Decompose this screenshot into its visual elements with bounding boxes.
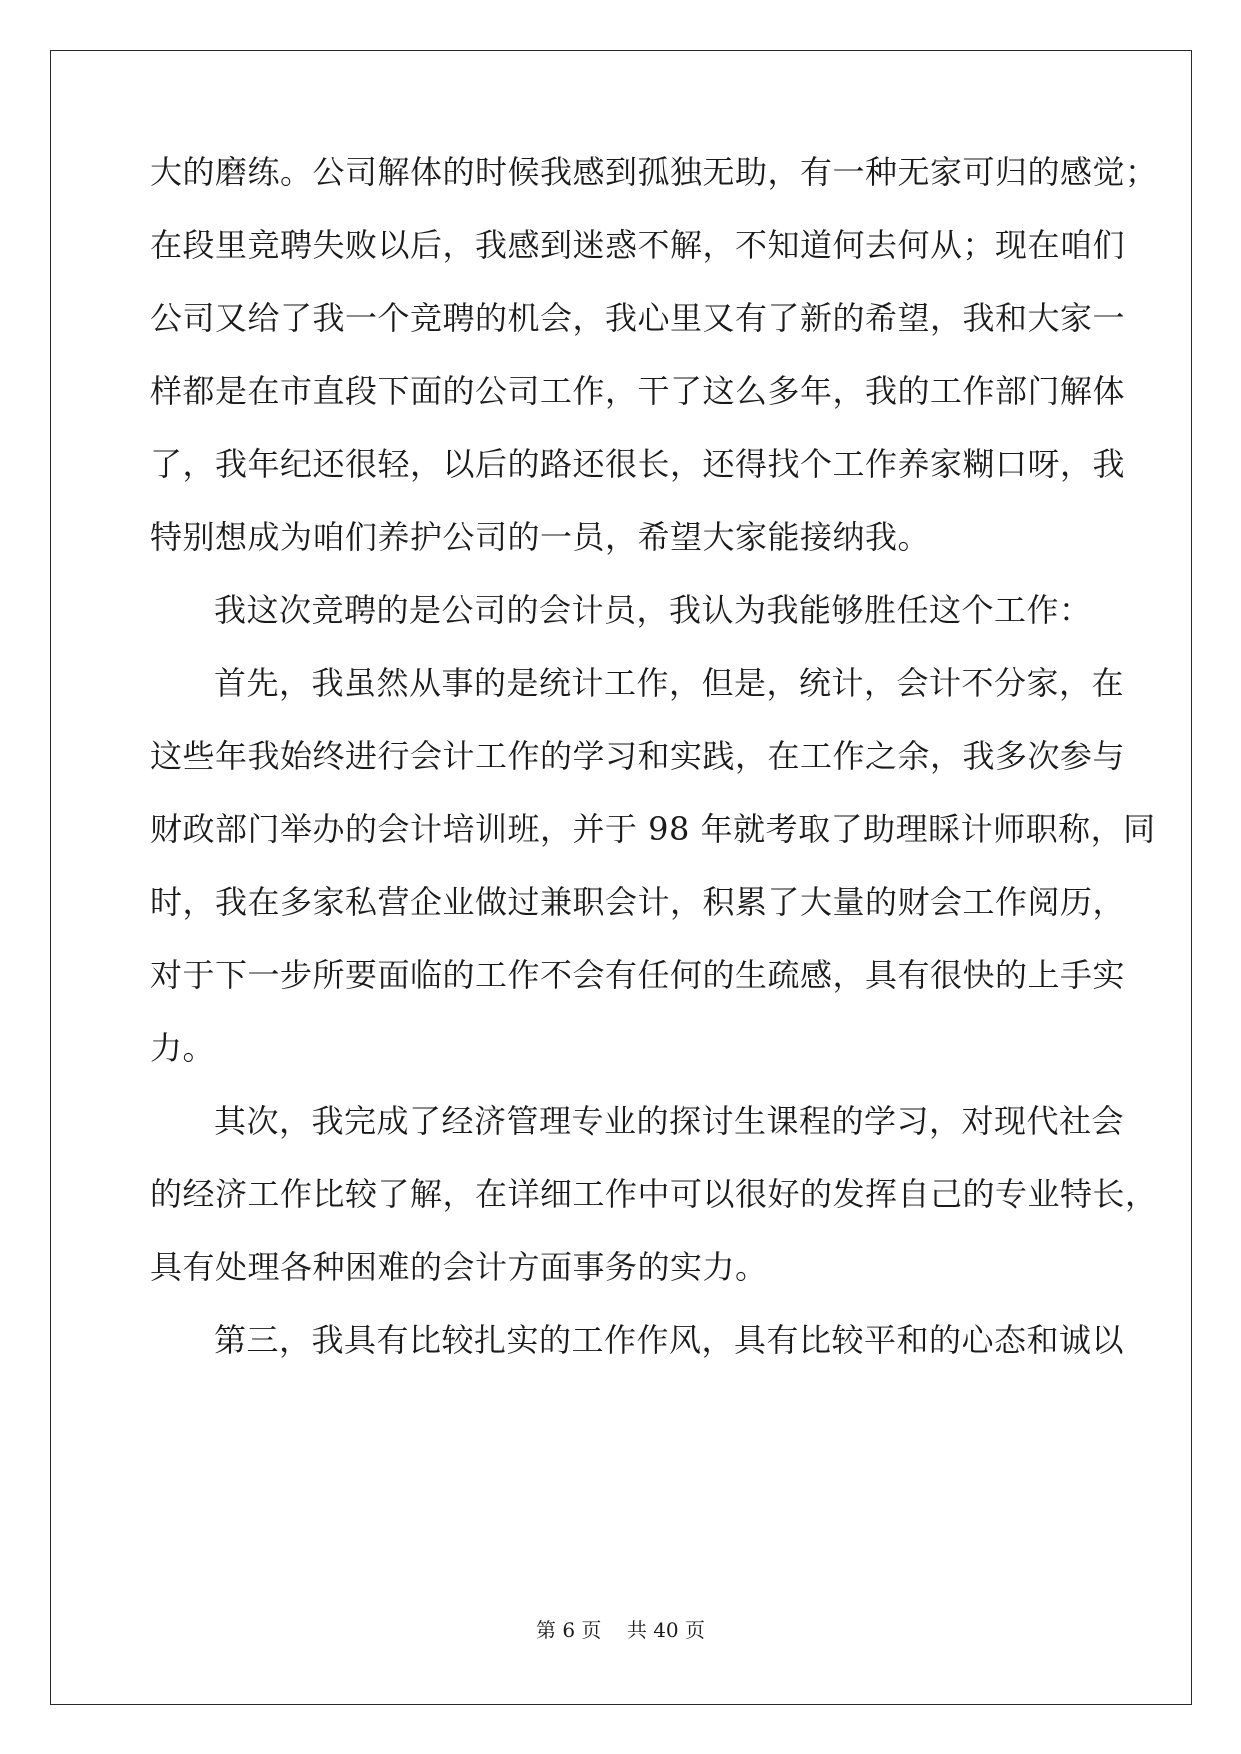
text-line: 大的磨练。公司解体的时候我感到孤独无助，有一种无家可归的感觉； <box>150 153 1158 191</box>
page-number: 第 6 页 共 40 页 <box>535 1618 706 1642</box>
text-line: 这些年我始终进行会计工作的学习和实践，在工作之余，我多次参与 <box>150 737 1126 775</box>
text-line: 力。 <box>150 1029 216 1067</box>
text-line: 样都是在市直段下面的公司工作，干了这么多年，我的工作部门解体 <box>150 372 1126 410</box>
text-line: 具有处理各种困难的会计方面事务的实力。 <box>150 1248 768 1286</box>
text-line: 在段里竞聘失败以后，我感到迷惑不解，不知道何去何从；现在咱们 <box>150 226 1126 264</box>
text-line: 第三，我具有比较扎实的工作作风，具有比较平和的心态和诚以 <box>214 1321 1125 1359</box>
text-line: 特别想成为咱们养护公司的一员，希望大家能接纳我。 <box>150 518 931 556</box>
text-line: 首先，我虽然从事的是统计工作，但是，统计，会计不分家，在 <box>214 664 1125 702</box>
text-line: 公司又给了我一个竞聘的机会，我心里又有了新的希望，我和大家一 <box>150 299 1126 337</box>
text-line: 其次，我完成了经济管理专业的探讨生课程的学习，对现代社会 <box>214 1102 1125 1140</box>
text-line: 的经济工作比较了解，在详细工作中可以很好的发挥自己的专业特长， <box>150 1175 1158 1213</box>
text-line: 我这次竞聘的是公司的会计员，我认为我能够胜任这个工作： <box>214 591 1092 629</box>
text-line: 了，我年纪还很轻，以后的路还很长，还得找个工作养家糊口呀，我 <box>150 445 1126 483</box>
text-line: 时，我在多家私营企业做过兼职会计，积累了大量的财会工作阅历， <box>150 883 1126 921</box>
text-line: 财政部门举办的会计培训班，并于 98 年就考取了助理睬计师职称，同 <box>150 810 1156 848</box>
text-line: 对于下一步所要面临的工作不会有任何的生疏感，具有很快的上手实 <box>150 956 1126 994</box>
